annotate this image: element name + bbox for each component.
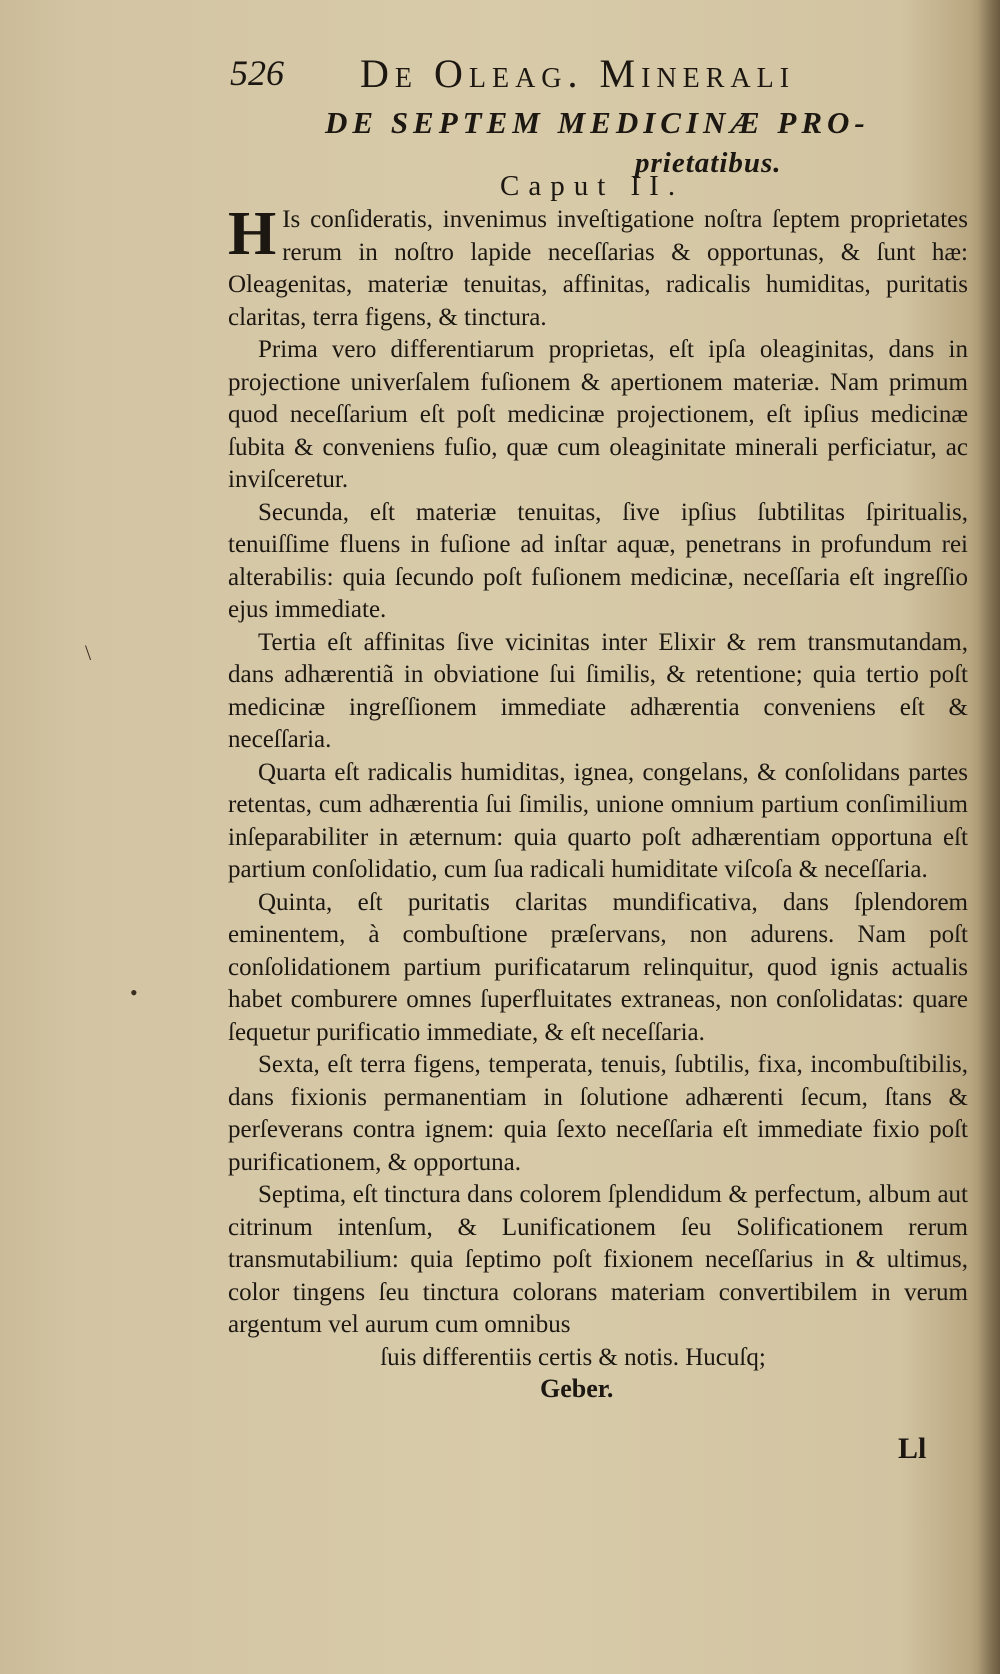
section-title-line2: prietatibus.	[635, 147, 782, 179]
paragraph-2: Prima vero differentiarum proprietas, eſt ipſa oleaginitas, dans in projectione univerſalem fuſionem & apertionem materiæ. Nam primum quod neceſſarium eſt poſt medicinæ projectionem, eſt ipſius medicinæ ſubita & conveniens fuſio, quæ cum oleaginitate minerali perficiatur, ac inviſceretur.	[228, 336, 968, 493]
chapter-heading: Caput II.	[500, 170, 685, 202]
paragraph-6: Quinta, eſt puritatis claritas mundificativa, dans ſplendorem eminentem, à combuſtione præſervans, non adurens. Nam poſt conſolidationem partium purificatarum relinquitur, quod ignis actualis habet comburere omnes ſuperfluitates extraneas, non conſolidatas: quare ſequetur purificatio immediate, & eſt neceſſaria.	[228, 888, 968, 1046]
paragraph-8: Septima, eſt tinctura dans colorem ſplendidum & perfectum, album aut citrinum intenſum, & Lunificationem ſeu Solificationem rerum transmutabilium: quia ſeptimo poſt fixionem neceſſarius in & ultimus, color tingens ſeu tinctura colorans materiam convertibilem in verum argentum vel aurum cum omnibus	[228, 1181, 968, 1338]
section-title-line1: DE SEPTEM MEDICINÆ PRO-	[325, 105, 870, 140]
running-head: De Oleag. Minerali	[360, 51, 796, 96]
paragraph-5: Quarta eſt radicalis humiditas, ignea, congelans, & conſolidans partes retentas, cum adhærentia ſui ſimilis, unione omnium partium conſimilium inſeparabiliter in æternum: quia quarto poſt adhærentiam opportuna eſt partium conſolidatio, cum ſua radicali humiditate viſcoſa & neceſſaria.	[228, 758, 968, 883]
body-text	[228, 200, 968, 1374]
page-header	[230, 42, 850, 102]
page-number: 526	[230, 53, 284, 93]
paragraph-1	[228, 200, 968, 334]
drop-cap: H	[228, 200, 277, 268]
paragraph-3: Secunda, eſt materiæ tenuitas, ſive ipſius ſubtilitas ſpiritualis, tenuiſſime fluens in fuſione ad inſtar aquæ, penetrans in profundum rei alterabilis: quia ſecundo poſt fuſionem medicinæ, neceſſaria eſt ingreſſio ejus immediate.	[228, 498, 968, 623]
catchword: Geber.	[540, 1374, 614, 1403]
margin-mark: •	[130, 980, 138, 1005]
paragraph-1-text: Is conſideratis, invenimus inveſtigatione noſtra ſeptem proprietates rerum in noſtro lapide neceſſarias & opportunas, & ſunt hæ: Oleagenitas, materiæ tenuitas, affinitas, radicalis humiditas, puritatis claritas, terra figens, & tinctura.	[228, 206, 968, 331]
paragraph-7: Sexta, eſt terra figens, temperata, tenuis, ſubtilis, fixa, incombuſtibilis, dans fixionis permanentiam in ſolutione adhærenti ſecum, ſtans & perſeverans contra ignem: quia ſexto neceſſaria eſt immediate fixio poſt purificationem, & opportuna.	[228, 1051, 968, 1176]
margin-mark: \	[85, 640, 92, 665]
page-edge-shadow	[978, 0, 1000, 1674]
closing-line: ſuis differentiis certis & notis. Hucuſq;	[380, 1343, 766, 1371]
paragraph-4: Tertia eſt affinitas ſive vicinitas inter Elixir & rem transmutandam, dans adhærentiã in obviatione ſui ſimilis, & retentione; quia tertio poſt medicinæ ingreſſionem immediate adhærentia conveniens eſt & neceſſaria.	[228, 628, 968, 753]
signature-mark: Ll	[898, 1432, 927, 1465]
